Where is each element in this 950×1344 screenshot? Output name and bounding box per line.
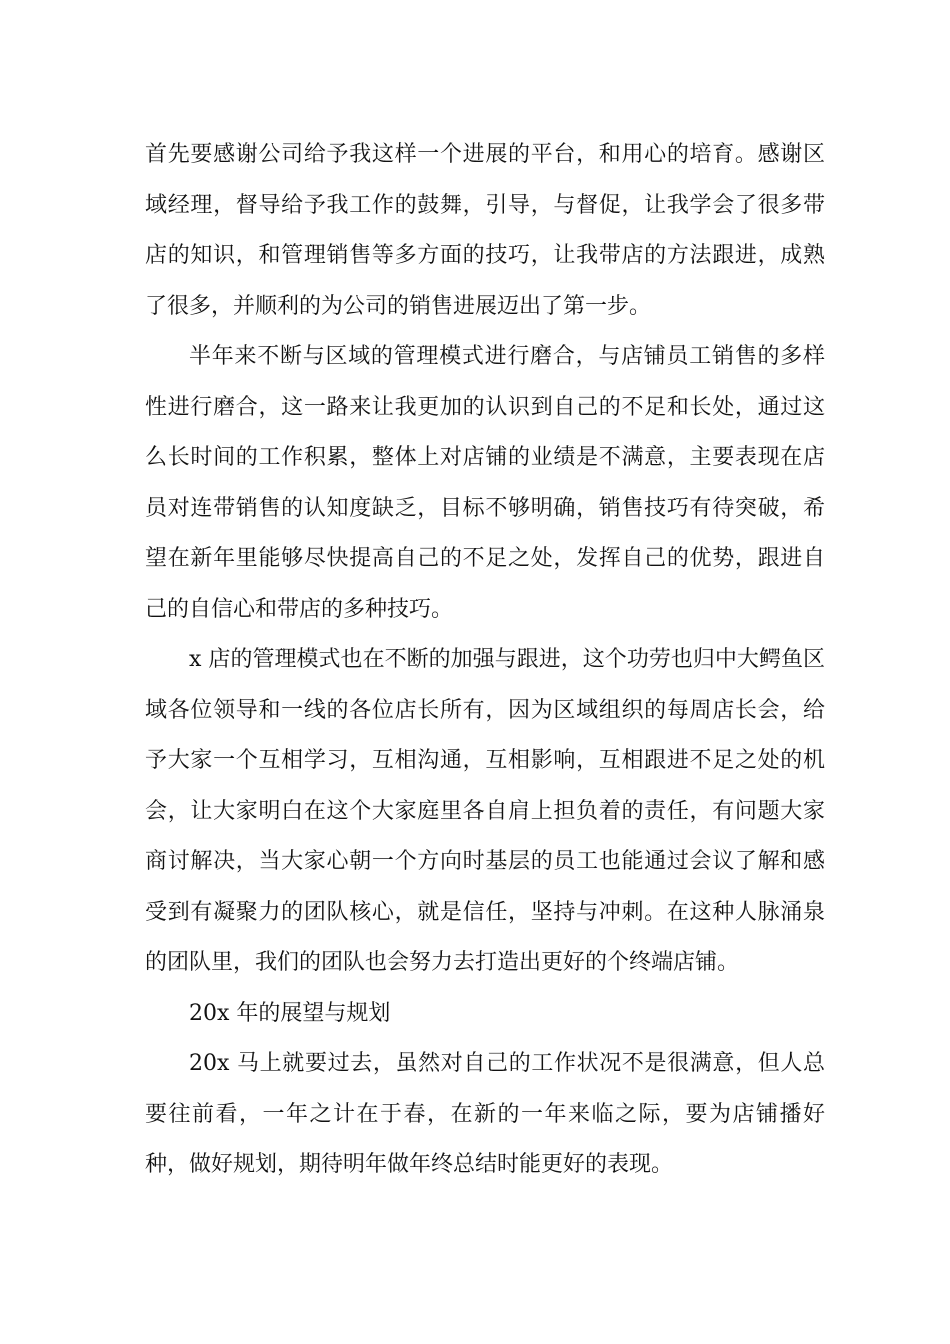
document-body <box>145 130 825 1191</box>
paragraph-thanks: 首先要感谢公司给予我这样一个进展的平台，和用心的培育。感谢区域经理，督导给予我工作的鼓舞，引导，与督促，让我学会了很多带店的知识，和管理销售等多方面的技巧，让我带店的方法跟进，成熟了很多，并顺利的为公司的销售进展迈出了第一步。 <box>145 142 825 319</box>
section-heading-outlook: 20x 年的展望与规划 <box>189 1000 391 1026</box>
paragraph-outlook: 20x 马上就要过去，虽然对自己的工作状况不是很满意，但人总要往前看，一年之计在于春，在新的一年来临之际，要为店铺播好种，做好规划，期待明年做年终总结时能更好的表现。 <box>145 1051 825 1177</box>
paragraph-half-year-review: 半年来不断与区域的管理模式进行磨合，与店铺员工销售的多样性进行磨合，这一路来让我更加的认识到自己的不足和长处，通过这么长时间的工作积累，整体上对店铺的业绩是不满意，主要表现在店员对连带销售的认知度缺乏，目标不够明确，销售技巧有待突破，希望在新年里能够尽快提高自己的不足之处，发挥自己的优势，跟进自己的自信心和带店的多种技巧。 <box>145 344 825 622</box>
paragraph-store-management: x 店的管理模式也在不断的加强与跟进，这个功劳也归中大鳄鱼区域各位领导和一线的各位店长所有，因为区域组织的每周店长会，给予大家一个互相学习，互相沟通，互相影响，互相跟进不足之处的机会，让大家明白在这个大家庭里各自肩上担负着的责任，有问题大家商讨解决，当大家心朝一个方向时基层的员工也能通过会议了解和感受到有凝聚力的团队核心，就是信任，坚持与冲刺。在这种人脉涌泉的团队里，我们的团队也会努力去打造出更好的个终端店铺。 <box>145 647 825 975</box>
